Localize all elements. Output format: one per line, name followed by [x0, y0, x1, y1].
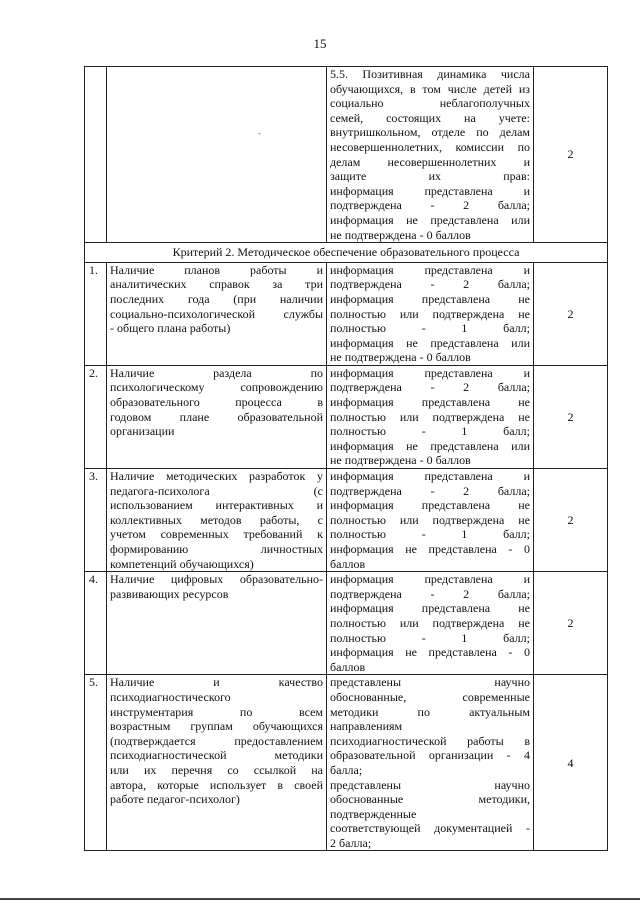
text-line: Наличие методических разработок у	[110, 469, 323, 484]
cell-info	[327, 675, 534, 851]
text-line: полностью - 1 балл;	[330, 527, 530, 542]
text-line: (подтверждается предоставлением	[110, 733, 323, 748]
text-line: Наличие и качество	[110, 675, 323, 690]
cell-indicator	[107, 469, 327, 572]
text-line: информация представлена и	[330, 262, 530, 277]
text-line: инструментария по всем	[110, 704, 323, 719]
scan-mark: -	[258, 128, 261, 138]
cell-indicator	[107, 262, 327, 365]
text-line: психологическому сопровождению	[110, 380, 323, 395]
cell-points: 2	[534, 67, 608, 243]
text-line: баллов	[330, 556, 366, 571]
criterion-row	[85, 243, 608, 263]
text-line: автора, которые использует в своей	[110, 777, 323, 792]
text-line: полностью - 1 балл;	[330, 630, 530, 645]
text-line: баллов	[330, 659, 366, 674]
cell-points: 2	[534, 365, 608, 468]
text-line: внутришкольном, отделе по делам	[330, 125, 530, 140]
text-line: информация не представлена - 0	[330, 542, 530, 556]
text-line: аналитических справок за три	[110, 277, 323, 292]
cell-indicator	[107, 675, 327, 851]
text-line: психодиагностической работы в	[330, 733, 530, 748]
text-line: полностью или подтверждена не	[330, 615, 530, 630]
text-line: информация представлена и	[330, 365, 530, 380]
text-line: подтверждена - 2 балла;	[330, 586, 530, 601]
text-line: не подтверждена - 0 баллов	[330, 453, 471, 468]
text-line: использованием интерактивных и	[110, 498, 323, 513]
bottom-rule	[0, 898, 640, 900]
text-line: информация не представлена - 0	[330, 645, 530, 660]
text-line: педагога-психолога (с	[110, 483, 323, 498]
table-row	[85, 469, 608, 572]
row-number: 2.	[85, 365, 107, 468]
table-row	[85, 365, 608, 468]
text-line: информация представлена и	[330, 469, 530, 484]
table-row	[85, 675, 608, 851]
text-line: подтверждена - 2 балла;	[330, 198, 530, 213]
text-line: не подтверждена - 0 баллов	[330, 350, 471, 365]
text-line: компетенций обучающихся)	[110, 556, 254, 571]
text-line: Наличие планов работы и	[110, 262, 323, 277]
text-line: методики по актуальным	[330, 704, 530, 719]
text-line: информация не представлена или	[330, 438, 530, 453]
text-line: Наличие раздела по	[110, 365, 323, 380]
cell-points: 4	[534, 675, 608, 851]
text-line: информация представлена не	[330, 498, 530, 513]
text-line: социально неблагополучных	[330, 96, 530, 111]
text-line: полностью или подтверждена не	[330, 306, 530, 321]
text-line: работе педагог-психолог)	[110, 792, 240, 807]
cell-info	[327, 365, 534, 468]
text-line: не подтверждена - 0 баллов	[330, 227, 471, 242]
text-line: образовательной организации - 4	[330, 748, 530, 763]
text-line: обучающихся, в том числе детей из	[330, 81, 530, 96]
text-line: возрастным группам обучающихся	[110, 719, 323, 734]
cell-info	[327, 572, 534, 675]
text-line: обоснованные методики,	[330, 792, 530, 807]
text-line: информация представлена не	[330, 291, 530, 306]
cell-info	[327, 469, 534, 572]
text-line: подтверждена - 2 балла;	[330, 277, 530, 292]
text-line: полностью или подтверждена не	[330, 512, 530, 527]
text-line: информация представлена и	[330, 183, 530, 198]
text-line: 2 балла;	[330, 835, 372, 850]
cell-points: 2	[534, 262, 608, 365]
text-line: информация не представлена или	[330, 335, 530, 350]
cell-info	[327, 67, 534, 243]
criteria-table	[84, 66, 608, 851]
text-line: полностью или подтверждена не	[330, 409, 530, 424]
text-line: 5.5. Позитивная динамика числа	[330, 67, 530, 81]
cell-number-empty	[85, 67, 107, 243]
row-number: 5.	[85, 675, 107, 851]
cell-info	[327, 262, 534, 365]
table-row-top	[85, 67, 608, 243]
cell-points: 2	[534, 572, 608, 675]
cell-indicator	[107, 572, 327, 675]
text-line: семей, состоящих на учете:	[330, 110, 530, 125]
text-line: представлены научно	[330, 675, 530, 690]
table-row	[85, 572, 608, 675]
text-line: полностью - 1 балл;	[330, 321, 530, 336]
text-line: - общего плана работы)	[110, 321, 231, 336]
text-line: социально-психологической службы	[110, 306, 323, 321]
text-line: годовом плане образовательной	[110, 409, 323, 424]
text-line: подтвержденные	[330, 806, 417, 821]
text-line: информация не представлена или	[330, 212, 530, 227]
text-line: полностью - 1 балл;	[330, 424, 530, 439]
text-line: защите их прав:	[330, 169, 530, 184]
text-line: или их перечня со ссылкой на	[110, 762, 323, 777]
text-line: последних года (при наличии	[110, 291, 323, 306]
text-line: коллективных методов работы, с	[110, 512, 323, 527]
text-line: соответствующей документацией -	[330, 821, 530, 836]
cell-indicator	[107, 365, 327, 468]
text-line: подтверждена - 2 балла;	[330, 380, 530, 395]
text-line: информация представлена не	[330, 395, 530, 410]
text-line: образовательного процесса в	[110, 395, 323, 410]
text-line: развивающих ресурсов	[110, 586, 229, 601]
text-line: балла;	[330, 762, 363, 777]
text-line: информация представлена и	[330, 572, 530, 587]
text-line: информация представлена не	[330, 601, 530, 616]
text-line: Наличие цифровых образовательно-	[110, 572, 323, 587]
cell-indicator-empty	[107, 67, 327, 243]
text-line: организации	[110, 424, 175, 439]
text-line: делам несовершеннолетних и	[330, 154, 530, 169]
row-number: 4.	[85, 572, 107, 675]
criterion-title: Критерий 2. Методическое обеспечение образовательного процесса	[85, 243, 608, 263]
page-number: 15	[313, 36, 327, 51]
cell-points: 2	[534, 469, 608, 572]
row-number: 3.	[85, 469, 107, 572]
row-number: 1.	[85, 262, 107, 365]
text-line: психодиагностической методики	[110, 748, 323, 763]
text-line: представлены научно	[330, 777, 530, 792]
text-line: психодиагностического	[110, 689, 231, 704]
text-line: подтверждена - 2 балла;	[330, 483, 530, 498]
table-row	[85, 262, 608, 365]
text-line: формированию личностных	[110, 542, 323, 556]
text-line: обоснованные, современные	[330, 689, 530, 704]
text-line: несовершеннолетних, комиссии по	[330, 139, 530, 154]
text-line: направлениям	[330, 719, 403, 734]
text-line: учетом современных требований к	[110, 527, 323, 542]
